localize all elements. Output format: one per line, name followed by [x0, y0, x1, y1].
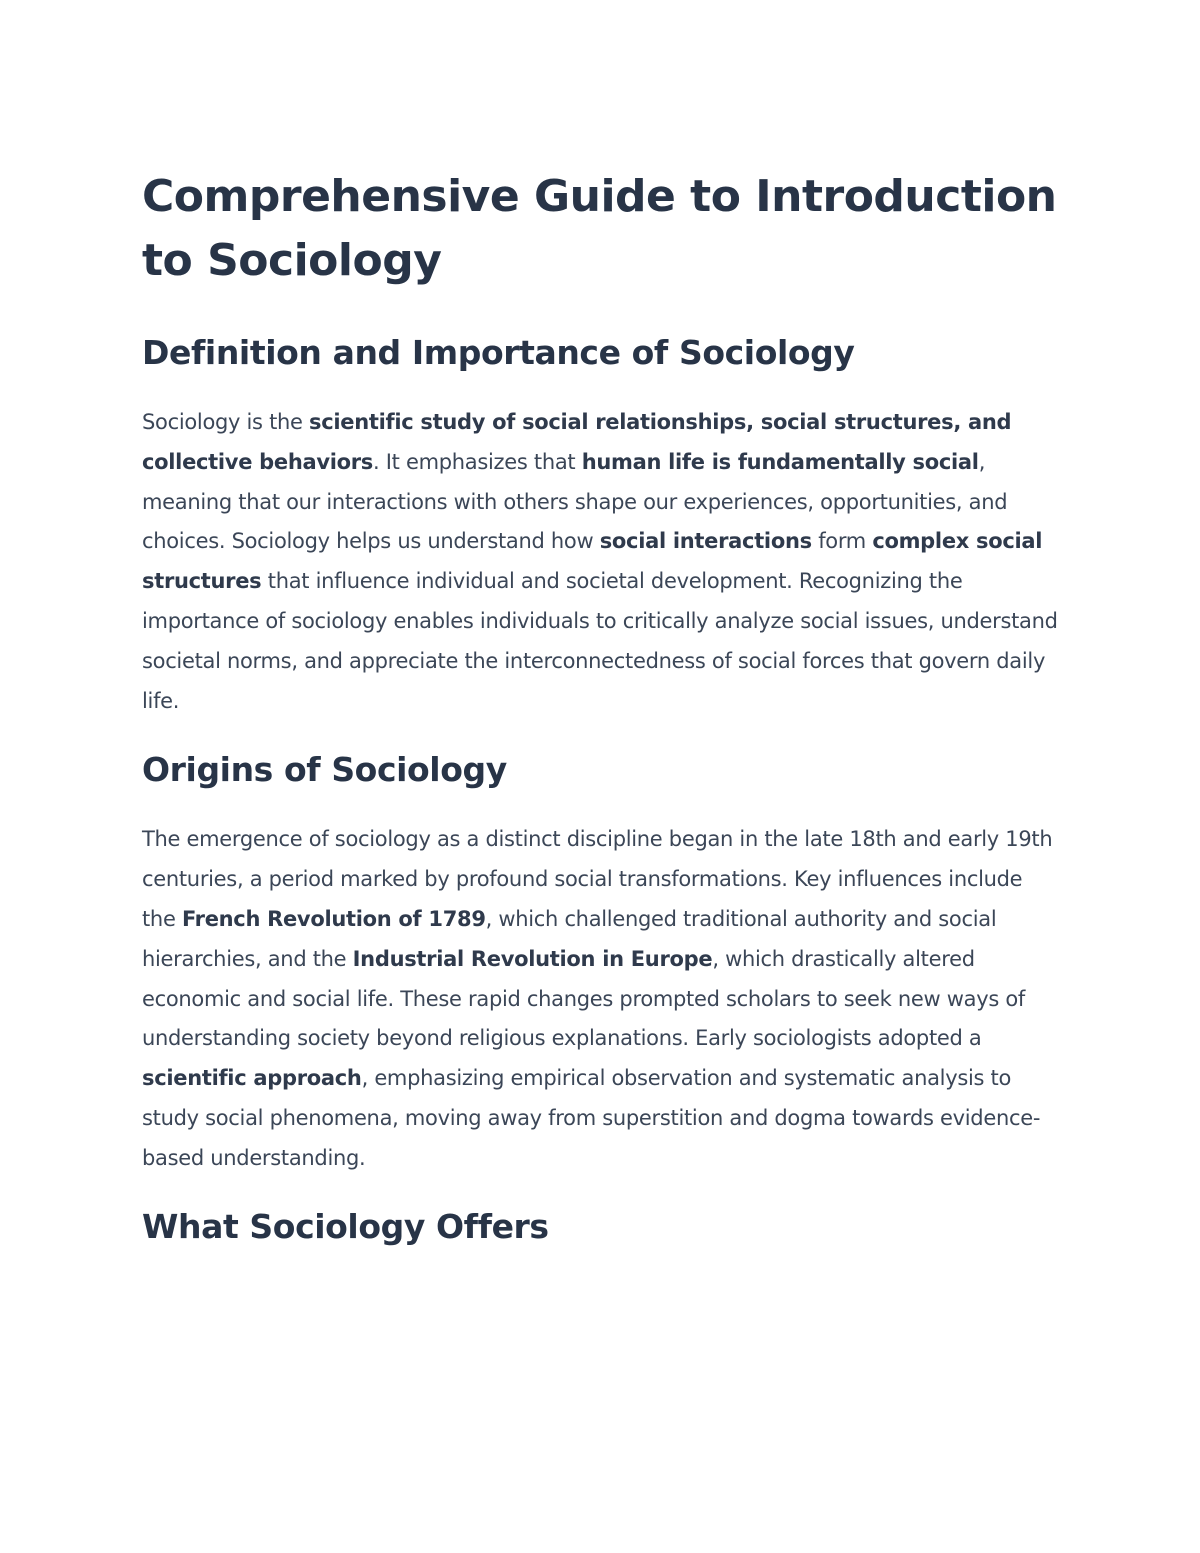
- text-run: , which challenged traditional authority and social hierarchies, and the: [142, 906, 997, 971]
- section-heading-definition: Definition and Importance of Sociology: [142, 333, 855, 372]
- bold-text-run: complex social structures: [142, 529, 1043, 594]
- bold-text-run: scientific study of social relationships, social structures, and collective behaviors: [142, 410, 1012, 474]
- text-run: , emphasizing empirical observation and systematic analysis to study social phenomena, moving away from superstition and dogma towards evidence-based understanding.: [142, 1066, 1041, 1170]
- text-run: form: [811, 529, 873, 554]
- bold-text-run: Industrial Revolution in Europe: [352, 946, 713, 971]
- text-run: , which drastically altered economic and social life. These rapid changes prompted scholars to seek new ways of understanding society beyond religious explanations. Early sociologists adopted a: [142, 946, 1025, 1051]
- document-title: Comprehensive Guide to Introduction to Sociology: [142, 171, 1057, 286]
- text-run: that influence individual and societal development. Recognizing the importance of sociology enables individuals to critically analyze social issues, understand societal norms, and appreciate the interconnectedness of social forces that govern daily life.: [142, 569, 1058, 713]
- text-run: , meaning that our interactions with others shape our experiences, opportunities, and choices. Sociology helps us understand how: [142, 449, 1008, 554]
- section-heading-origins: Origins of Sociology: [142, 750, 507, 790]
- bold-text-run: human life is fundamentally social: [581, 449, 979, 474]
- document-page: [142, 165, 1058, 1249]
- text-run: Sociology is the: [142, 410, 310, 434]
- text-run: The emergence of sociology as a distinct discipline began in the late 18th and early 19th centuries, a period marked by profound social transformations. Key influences include the: [142, 827, 1053, 931]
- bold-text-run: scientific approach: [142, 1066, 362, 1091]
- section-paragraph-origins: [142, 820, 1058, 1178]
- section-heading-offers: What Sociology Offers: [142, 1206, 549, 1246]
- section-paragraph-definition: [142, 403, 1058, 721]
- bold-text-run: social interactions: [599, 529, 812, 554]
- text-run: . It emphasizes that: [373, 449, 582, 474]
- bold-text-run: French Revolution of 1789: [181, 906, 486, 931]
